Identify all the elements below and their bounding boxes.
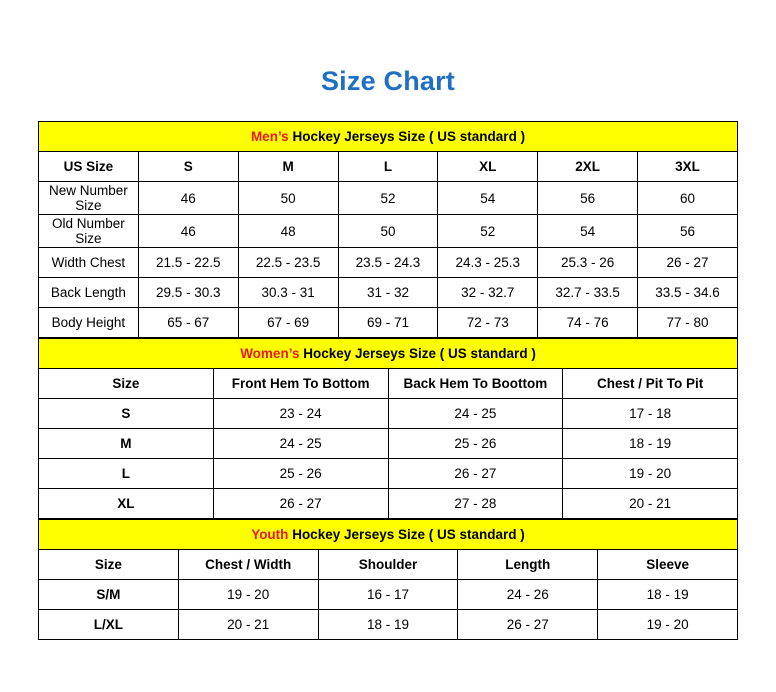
table-section-heading-row [39, 339, 738, 369]
youth-row-1-val-1: 18 - 19 [318, 610, 458, 640]
womens-heading-rest: Hockey Jerseys Size ( US standard ) [299, 346, 536, 361]
mens-row-4-val-5: 77 - 80 [638, 308, 738, 338]
table-row [39, 580, 738, 610]
table-row [39, 215, 738, 248]
womens-col-1: Front Hem To Bottom [213, 369, 388, 399]
table-row [39, 308, 738, 338]
womens-row-2-val-1: 26 - 27 [388, 459, 563, 489]
mens-col-2: M [238, 152, 338, 182]
table-header-row [39, 152, 738, 182]
youth-col-1: Chest / Width [178, 550, 318, 580]
mens-row-4-label: Body Height [39, 308, 139, 338]
womens-size-table [38, 338, 738, 519]
mens-row-0-label: New Number Size [39, 182, 139, 215]
womens-row-0-label: S [39, 399, 214, 429]
mens-col-1: S [138, 152, 238, 182]
youth-row-0-val-2: 24 - 26 [458, 580, 598, 610]
womens-row-3-val-1: 27 - 28 [388, 489, 563, 519]
mens-row-3-val-0: 29.5 - 30.3 [138, 278, 238, 308]
mens-row-1-val-0: 46 [138, 215, 238, 248]
womens-row-1-val-1: 25 - 26 [388, 429, 563, 459]
youth-row-0-val-1: 16 - 17 [318, 580, 458, 610]
mens-row-1-val-2: 50 [338, 215, 438, 248]
mens-col-5: 2XL [538, 152, 638, 182]
mens-row-1-val-1: 48 [238, 215, 338, 248]
youth-row-1-val-2: 26 - 27 [458, 610, 598, 640]
mens-col-0: US Size [39, 152, 139, 182]
table-header-row [39, 550, 738, 580]
mens-row-2-label: Width Chest [39, 248, 139, 278]
table-row [39, 278, 738, 308]
mens-row-0-val-5: 60 [638, 182, 738, 215]
mens-section-heading [39, 122, 738, 152]
womens-row-1-label: M [39, 429, 214, 459]
mens-col-6: 3XL [638, 152, 738, 182]
table-row [39, 610, 738, 640]
youth-row-0-val-3: 18 - 19 [598, 580, 738, 610]
youth-row-0-label: S/M [39, 580, 179, 610]
mens-row-3-val-5: 33.5 - 34.6 [638, 278, 738, 308]
womens-row-3-label: XL [39, 489, 214, 519]
womens-row-0-val-2: 17 - 18 [563, 399, 738, 429]
mens-row-3-val-3: 32 - 32.7 [438, 278, 538, 308]
mens-row-0-val-3: 54 [438, 182, 538, 215]
size-chart-tables [38, 121, 738, 640]
mens-row-4-val-1: 67 - 69 [238, 308, 338, 338]
mens-row-3-label: Back Length [39, 278, 139, 308]
mens-row-1-val-3: 52 [438, 215, 538, 248]
mens-row-3-val-1: 30.3 - 31 [238, 278, 338, 308]
youth-col-0: Size [39, 550, 179, 580]
mens-row-0-val-2: 52 [338, 182, 438, 215]
mens-col-4: XL [438, 152, 538, 182]
mens-row-3-val-4: 32.7 - 33.5 [538, 278, 638, 308]
mens-row-4-val-0: 65 - 67 [138, 308, 238, 338]
womens-row-1-val-2: 18 - 19 [563, 429, 738, 459]
youth-section-heading [39, 520, 738, 550]
youth-col-4: Sleeve [598, 550, 738, 580]
mens-row-2-val-1: 22.5 - 23.5 [238, 248, 338, 278]
youth-row-1-val-3: 19 - 20 [598, 610, 738, 640]
youth-heading-accent: Youth [251, 527, 289, 542]
womens-row-2-val-2: 19 - 20 [563, 459, 738, 489]
mens-row-4-val-2: 69 - 71 [338, 308, 438, 338]
table-section-heading-row [39, 520, 738, 550]
womens-col-2: Back Hem To Boottom [388, 369, 563, 399]
mens-row-4-val-4: 74 - 76 [538, 308, 638, 338]
table-row [39, 489, 738, 519]
youth-col-2: Shoulder [318, 550, 458, 580]
womens-row-2-val-0: 25 - 26 [213, 459, 388, 489]
youth-row-0-val-0: 19 - 20 [178, 580, 318, 610]
mens-row-2-val-0: 21.5 - 22.5 [138, 248, 238, 278]
womens-row-2-label: L [39, 459, 214, 489]
mens-row-2-val-5: 26 - 27 [638, 248, 738, 278]
mens-heading-rest: Hockey Jerseys Size ( US standard ) [288, 129, 526, 144]
mens-row-0-val-4: 56 [538, 182, 638, 215]
mens-row-4-val-3: 72 - 73 [438, 308, 538, 338]
womens-col-0: Size [39, 369, 214, 399]
youth-row-1-label: L/XL [39, 610, 179, 640]
womens-heading-accent: Women’s [240, 346, 300, 361]
mens-row-1-val-4: 54 [538, 215, 638, 248]
mens-row-0-val-1: 50 [238, 182, 338, 215]
table-row [39, 248, 738, 278]
page-title: Size Chart [320, 66, 456, 96]
mens-size-table [38, 121, 738, 338]
womens-row-3-val-0: 26 - 27 [213, 489, 388, 519]
mens-row-2-val-3: 24.3 - 25.3 [438, 248, 538, 278]
mens-row-1-label: Old Number Size [39, 215, 139, 248]
womens-col-3: Chest / Pit To Pit [563, 369, 738, 399]
youth-row-1-val-0: 20 - 21 [178, 610, 318, 640]
table-header-row [39, 369, 738, 399]
youth-heading-rest: Hockey Jerseys Size ( US standard ) [288, 527, 525, 542]
mens-row-0-val-0: 46 [138, 182, 238, 215]
mens-heading-accent: Men’s [250, 129, 289, 144]
table-row [39, 399, 738, 429]
table-section-heading-row [39, 122, 738, 152]
mens-row-3-val-2: 31 - 32 [338, 278, 438, 308]
womens-row-3-val-2: 20 - 21 [563, 489, 738, 519]
mens-col-3: L [338, 152, 438, 182]
youth-size-table [38, 519, 738, 640]
mens-row-2-val-2: 23.5 - 24.3 [338, 248, 438, 278]
womens-section-heading [39, 339, 738, 369]
mens-row-2-val-4: 25.3 - 26 [538, 248, 638, 278]
table-row [39, 182, 738, 215]
youth-col-3: Length [458, 550, 598, 580]
womens-row-0-val-1: 24 - 25 [388, 399, 563, 429]
womens-row-0-val-0: 23 - 24 [213, 399, 388, 429]
womens-row-1-val-0: 24 - 25 [213, 429, 388, 459]
mens-row-1-val-5: 56 [638, 215, 738, 248]
table-row [39, 459, 738, 489]
table-row [39, 429, 738, 459]
